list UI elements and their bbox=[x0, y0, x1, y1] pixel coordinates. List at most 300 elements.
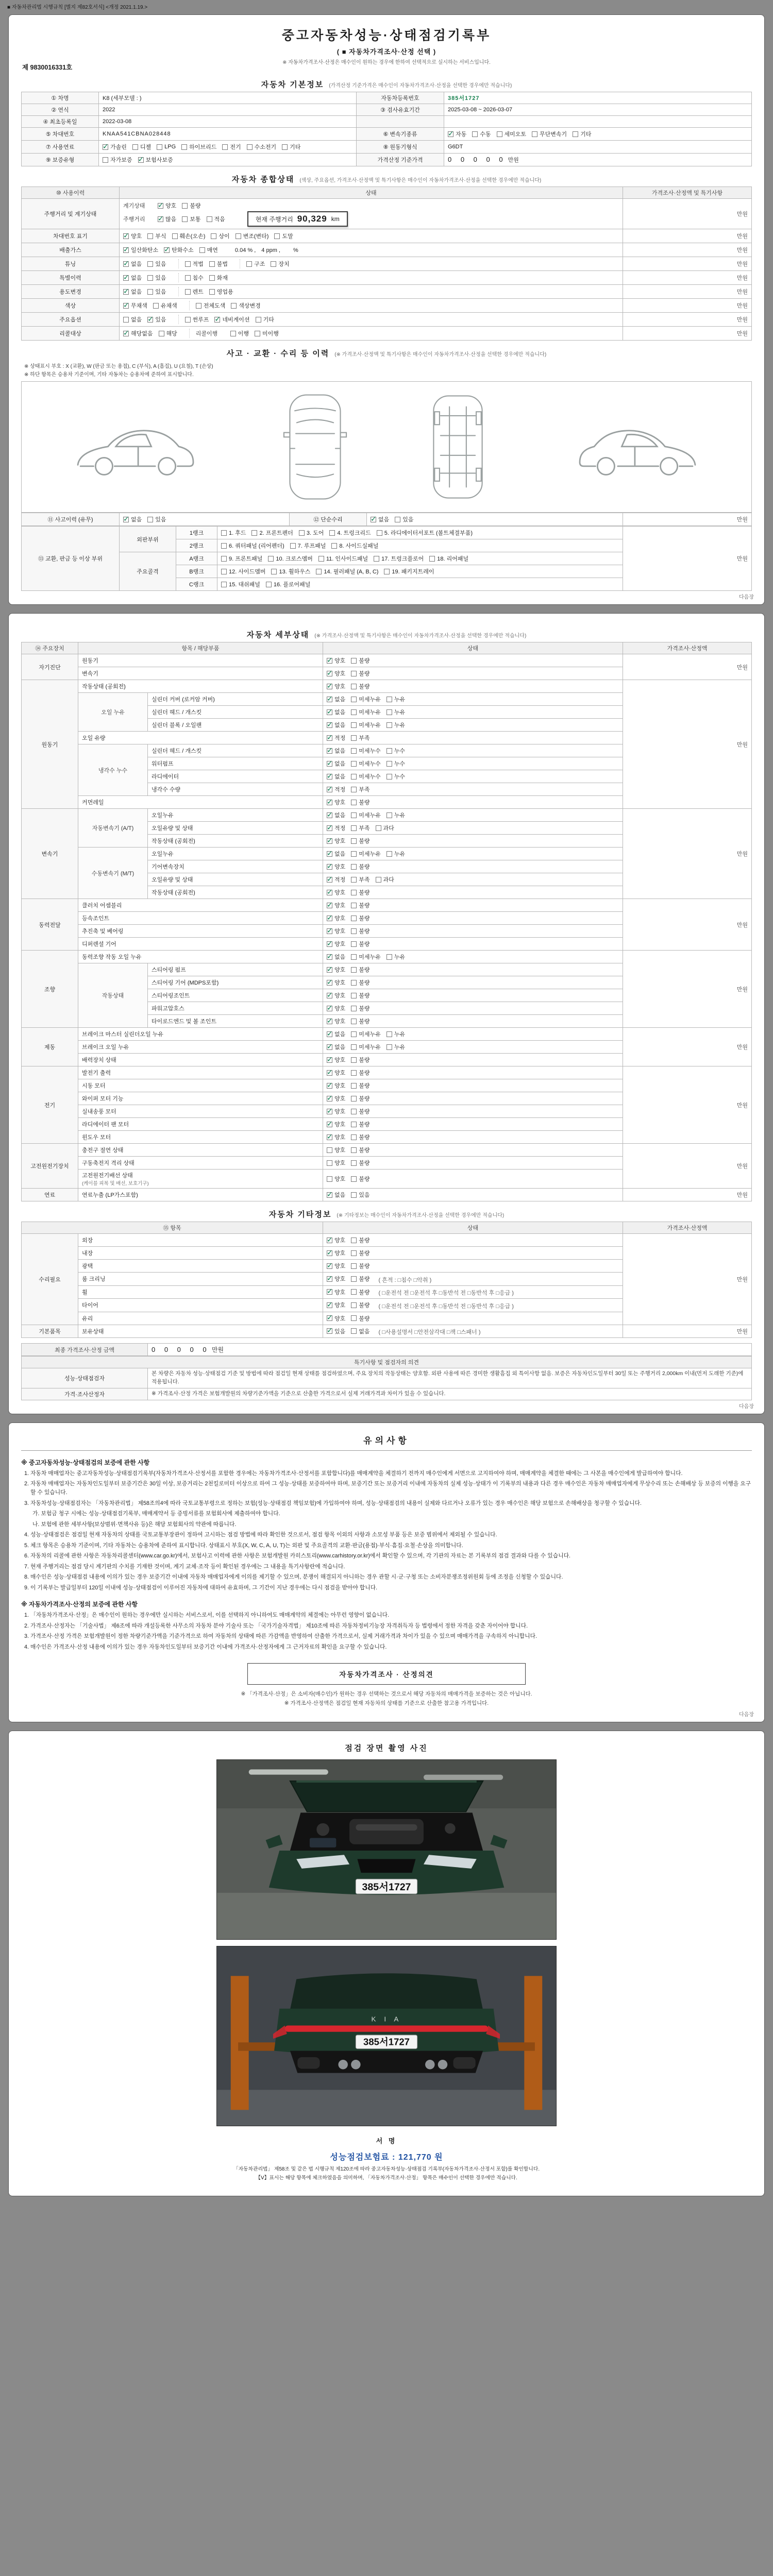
checkbox-option[interactable]: 있음 bbox=[147, 274, 166, 282]
checkbox-icon bbox=[199, 247, 205, 253]
checkbox-option[interactable]: 유채색 bbox=[153, 301, 177, 310]
checkbox-option[interactable]: 불량 bbox=[351, 888, 369, 896]
notice-item: 3. 가격조사·산정 가격은 보험개발원이 정한 차량기준가액을 기준가격으로 하여 자동차의 상태에 따른 가감액을 반영하여 산출한 가격으로서, 실제 거래가격과 차이가 있을 수 있으며 매매가격을 구속하지 아니합니다. bbox=[24, 1633, 537, 1640]
checkbox-option[interactable]: 이행 bbox=[230, 329, 249, 337]
checkbox-option[interactable]: 누유 bbox=[386, 695, 405, 703]
detail-row bbox=[22, 1189, 752, 1201]
checkbox-option[interactable]: 불량 bbox=[351, 1094, 369, 1103]
checkbox-option[interactable]: ✓ 있음 bbox=[147, 315, 166, 324]
checkbox-option[interactable]: 렌트 bbox=[185, 287, 204, 296]
checkbox-icon bbox=[351, 1070, 357, 1076]
checkbox-icon bbox=[327, 1096, 332, 1101]
report-page-3 bbox=[8, 1422, 765, 1722]
checkbox-option[interactable]: ✓ 양호 bbox=[327, 1262, 345, 1270]
checkbox-option[interactable]: ✓ 적정 bbox=[327, 824, 345, 832]
detail-note: (※ 가격조사·산정액 및 특기사항은 매수인이 자동차가격조사·산정을 선택한 경우에만 적습니다) bbox=[314, 633, 527, 639]
checkbox-option[interactable]: 1. 후드 bbox=[221, 529, 246, 537]
checkbox-option[interactable]: 세미오토 bbox=[497, 130, 527, 138]
checkbox-option[interactable]: 미세누유 bbox=[351, 721, 381, 729]
checkbox-option[interactable]: ✓ 자동 bbox=[448, 130, 466, 138]
car-diagram-underbody bbox=[426, 389, 490, 505]
checkbox-icon bbox=[185, 261, 191, 267]
checkbox-option[interactable]: 누수 bbox=[386, 772, 405, 781]
checkbox-option[interactable]: 누유 bbox=[386, 1043, 405, 1051]
checkbox-option[interactable]: ✓ 적정 bbox=[327, 875, 345, 884]
checkbox-option[interactable]: 16. 플로어패널 bbox=[266, 580, 310, 588]
checkbox-option[interactable]: ✓ 탄화수소 bbox=[164, 246, 194, 254]
item-state bbox=[323, 886, 623, 899]
checkbox-option[interactable]: 2. 프론트펜더 bbox=[251, 529, 293, 537]
state-code-legend bbox=[21, 361, 752, 380]
checkbox-option[interactable]: ✓ 없음 bbox=[327, 850, 345, 858]
checkbox-option[interactable]: 불량 bbox=[351, 1262, 369, 1270]
checkbox-option[interactable]: 누수 bbox=[386, 747, 405, 755]
item-subgroup-label: 작동상태 bbox=[78, 963, 148, 1028]
checkbox-option[interactable]: ✓ 없음 bbox=[371, 515, 389, 523]
basic-info-note: (가격산정 기준가격은 매수인이 자동차가격조사·산정을 선택한 경우에만 적습니다) bbox=[329, 83, 512, 89]
final-price-label: 최종 가격조사·산정 금액 bbox=[22, 1344, 148, 1356]
next-page-link[interactable]: 다음장 bbox=[739, 1711, 754, 1718]
checkbox-option[interactable]: 디젤 bbox=[132, 143, 151, 151]
checkbox-option[interactable]: 10. 크로스멤버 bbox=[268, 554, 312, 563]
checkbox-option[interactable]: 불량 bbox=[182, 201, 200, 210]
checkbox-option[interactable]: 불량 bbox=[351, 669, 369, 677]
etc-info-table bbox=[21, 1222, 752, 1338]
device-label: 전기 bbox=[22, 1066, 78, 1144]
checkbox-option[interactable]: 불량 bbox=[351, 965, 369, 974]
checkbox-option[interactable]: 누유 bbox=[386, 811, 405, 819]
checkbox-option[interactable]: ✓ 양호 bbox=[327, 862, 345, 871]
checkbox-option[interactable]: 부족 bbox=[351, 875, 369, 884]
checkbox-option[interactable]: ✓ 일산화탄소 bbox=[123, 246, 158, 254]
checkbox-icon bbox=[327, 1044, 332, 1050]
checkbox-icon bbox=[351, 774, 357, 779]
checkbox-icon bbox=[327, 658, 332, 664]
empty-label bbox=[357, 116, 444, 128]
checkbox-option[interactable]: ✓ 없음 bbox=[123, 287, 142, 296]
checkbox-option[interactable]: 부식 bbox=[147, 232, 166, 240]
item-name: 디퍼렌셜 기어 bbox=[78, 938, 323, 951]
checkbox-option[interactable]: ✓ 양호 bbox=[327, 1017, 345, 1025]
checkbox-option[interactable]: ✓ 없음 bbox=[327, 759, 345, 768]
checkbox-option[interactable]: 기타 bbox=[256, 315, 274, 324]
checkbox-option[interactable]: 썬루프 bbox=[185, 315, 209, 324]
etc-section-header bbox=[21, 1209, 752, 1219]
usage-item-label: 특별이력 bbox=[22, 271, 120, 285]
next-page-link[interactable]: 다음장 bbox=[739, 1403, 754, 1410]
checkbox-option[interactable]: 없음 bbox=[351, 1327, 369, 1335]
overall-row bbox=[22, 271, 752, 285]
checkbox-option[interactable]: 있음 bbox=[395, 515, 413, 523]
checkbox-icon bbox=[256, 317, 261, 323]
checkbox-icon bbox=[123, 517, 129, 522]
checkbox-option[interactable]: ✓ 양호 bbox=[327, 991, 345, 999]
notices-body bbox=[21, 1458, 752, 1652]
license-plate-rear: 385서1727 bbox=[363, 2036, 410, 2047]
checkbox-option[interactable]: 4. 트렁크리드 bbox=[329, 529, 371, 537]
opinion-author-label: 성능·상태점검자 bbox=[22, 1368, 148, 1388]
checkbox-option[interactable]: 불량 bbox=[351, 1314, 369, 1323]
checkbox-option[interactable]: ✓ 없음 bbox=[123, 260, 142, 268]
checkbox-option[interactable]: 불량 bbox=[351, 1017, 369, 1025]
checkbox-icon bbox=[386, 748, 392, 754]
checkbox-option[interactable]: ✓ 양호 bbox=[327, 888, 345, 896]
checkbox-icon bbox=[395, 517, 400, 522]
checkbox-option[interactable]: ✓ 양호 bbox=[327, 1107, 345, 1115]
checkbox-option[interactable]: 양호 bbox=[327, 1159, 345, 1167]
checkbox-option[interactable]: ✓ 양호 bbox=[327, 682, 345, 690]
checkbox-option[interactable]: ✓ 없음 bbox=[327, 721, 345, 729]
checkbox-option[interactable]: 과다 bbox=[376, 875, 394, 884]
checkbox-option[interactable]: ✓ 해당없음 bbox=[123, 329, 153, 337]
checkbox-option[interactable]: ✓ 없음 bbox=[327, 811, 345, 819]
year-label: ② 연식 bbox=[22, 104, 99, 116]
item-state bbox=[323, 963, 623, 976]
checkbox-icon bbox=[351, 1122, 357, 1127]
checkbox-option[interactable]: 불량 bbox=[351, 1275, 369, 1283]
checkbox-option[interactable]: 누유 bbox=[386, 721, 405, 729]
item-state bbox=[323, 822, 623, 835]
checkbox-option[interactable]: 과다 bbox=[376, 824, 394, 832]
checkbox-option[interactable]: 13. 휠하우스 bbox=[271, 567, 310, 575]
checkbox-option[interactable]: 수동 bbox=[472, 130, 491, 138]
checkbox-option[interactable]: 불량 bbox=[351, 901, 369, 909]
checkbox-option[interactable]: 있음 bbox=[147, 515, 166, 523]
checkbox-icon bbox=[196, 303, 201, 309]
checkbox-icon bbox=[327, 916, 332, 921]
checkbox-option[interactable]: 미세누수 bbox=[351, 759, 381, 768]
checkbox-option[interactable]: 불량 bbox=[351, 1159, 369, 1167]
notice-item: 1. 자동차 매매업자는 중고자동차성능·상태점검기록부(자동차가격조사·산정서를 포함한 경우에는 자동차가격조사·산정서를 포함합니다)를 매매계약을 체결하기 전까지 매수인에게 서면으로 고지하여야 하며, 매매계약을 체결한 때에는 그 사본을 매수인에게 발급하여야 합니다. bbox=[24, 1470, 683, 1477]
checkbox-option[interactable]: 불량 bbox=[351, 1133, 369, 1141]
checkbox-icon bbox=[271, 569, 277, 574]
etc-item-state bbox=[323, 1299, 623, 1312]
item-state bbox=[323, 1157, 623, 1170]
checkbox-option[interactable]: ✓ 양호 bbox=[327, 914, 345, 922]
checkbox-icon bbox=[448, 131, 453, 137]
checkbox-option[interactable]: 도말 bbox=[274, 232, 293, 240]
checkbox-option[interactable]: ✓ 양호 bbox=[327, 927, 345, 935]
checkbox-option[interactable]: ✓ 양호 bbox=[327, 1094, 345, 1103]
checkbox-option[interactable]: ✓ 없음 bbox=[327, 1030, 345, 1038]
checkbox-option[interactable]: ✓ 양호 bbox=[327, 837, 345, 845]
item-name: 등속조인트 bbox=[78, 912, 323, 925]
checkbox-option[interactable]: 불량 bbox=[351, 978, 369, 987]
checkbox-option[interactable]: 불량 bbox=[351, 1249, 369, 1257]
checkbox-option[interactable]: 불량 bbox=[351, 1146, 369, 1154]
checkbox-option[interactable]: 불량 bbox=[351, 1175, 369, 1183]
checkbox-option[interactable]: 불량 bbox=[351, 1120, 369, 1128]
detail-row bbox=[22, 809, 752, 822]
checkbox-option[interactable]: 불량 bbox=[351, 1081, 369, 1090]
checkbox-option[interactable]: ✓ 양호 bbox=[327, 978, 345, 987]
checkbox-option[interactable]: ✓ 없음 bbox=[327, 747, 345, 755]
checkbox-icon bbox=[351, 1315, 357, 1321]
etc-row bbox=[22, 1325, 752, 1338]
checkbox-option[interactable]: ✓ 양호 bbox=[123, 232, 142, 240]
checkbox-option[interactable]: ✓ 적정 bbox=[327, 734, 345, 742]
checkbox-option[interactable]: 불법 bbox=[209, 260, 228, 268]
checkbox-option[interactable]: ✓ 양호 bbox=[327, 1056, 345, 1064]
checkbox-option[interactable]: 침수 bbox=[185, 274, 204, 282]
car-diagram-side-right bbox=[568, 411, 707, 483]
reg-no-label: 자동차등록번호 bbox=[357, 92, 444, 104]
checkbox-icon bbox=[327, 928, 332, 934]
checkbox-icon bbox=[209, 289, 215, 295]
item-state bbox=[323, 925, 623, 938]
checkbox-icon bbox=[153, 303, 159, 309]
item-state bbox=[323, 1189, 623, 1201]
checkbox-option[interactable]: 불량 bbox=[351, 1107, 369, 1115]
checkbox-option[interactable]: 불량 bbox=[351, 940, 369, 948]
checkbox-option[interactable]: ✓ 가솔린 bbox=[103, 143, 127, 151]
checkbox-icon bbox=[351, 722, 357, 728]
accident-note: (※ 가격조사·산정액 및 특기사항은 매수인이 자동차가격조사·산정을 선택한 경우에만 적습니다) bbox=[334, 352, 547, 358]
item-state bbox=[323, 667, 623, 680]
checkbox-option[interactable]: 미세누유 bbox=[351, 695, 381, 703]
item-name: 실내송풍 모터 bbox=[78, 1105, 323, 1118]
checkbox-option[interactable]: ✓ 양호 bbox=[158, 201, 176, 210]
checkbox-option[interactable]: 5. 라디에이터서포트 (볼트체결부품) bbox=[377, 529, 473, 537]
checkbox-option[interactable]: 누유 bbox=[386, 708, 405, 716]
checkbox-option[interactable]: 양호 bbox=[327, 1175, 345, 1183]
checkbox-option[interactable]: 18. 리어패널 bbox=[429, 554, 468, 563]
checkbox-option[interactable]: ✓ 양호 bbox=[327, 1288, 345, 1296]
checkbox-option[interactable]: ✓ 양호 bbox=[327, 965, 345, 974]
checkbox-option[interactable]: 있음 bbox=[147, 260, 166, 268]
checkbox-option[interactable]: ✓ 양호 bbox=[327, 656, 345, 665]
etc-item-state bbox=[323, 1247, 623, 1260]
etc-item-name: 외장 bbox=[78, 1234, 323, 1247]
checkbox-option[interactable]: ✓ 많음 bbox=[158, 215, 176, 223]
final-price-table bbox=[21, 1343, 752, 1356]
checkbox-option[interactable]: ✓ 양호 bbox=[327, 1004, 345, 1012]
checkbox-option[interactable]: 불량 bbox=[351, 798, 369, 806]
item-state bbox=[323, 693, 623, 706]
checkbox-option[interactable]: ✓ 적정 bbox=[327, 785, 345, 793]
checkbox-option[interactable]: LPG bbox=[157, 144, 176, 150]
checkbox-option[interactable]: ✓ 양호 bbox=[327, 1275, 345, 1283]
overall-state-title: 자동차 종합상태 bbox=[231, 175, 295, 184]
checkbox-option[interactable]: ✓ 없음 bbox=[327, 1043, 345, 1051]
checkbox-option[interactable]: 불량 bbox=[351, 1004, 369, 1012]
item-state bbox=[323, 835, 623, 848]
checkbox-option[interactable]: 없음 bbox=[123, 315, 142, 324]
exchange-panel-table bbox=[21, 526, 752, 591]
checkbox-icon bbox=[351, 709, 357, 715]
checkbox-option[interactable]: ✓ 양호 bbox=[327, 1314, 345, 1323]
checkbox-option[interactable]: ✓ 있음 bbox=[327, 1327, 345, 1335]
usage-item-state bbox=[120, 257, 623, 271]
checkbox-icon bbox=[351, 1289, 357, 1295]
checkbox-option[interactable]: 누유 bbox=[386, 1030, 405, 1038]
checkbox-option[interactable]: ✓ 양호 bbox=[327, 1081, 345, 1090]
checkbox-icon bbox=[123, 233, 129, 239]
price-assessment-opinion-notes bbox=[21, 1690, 752, 1708]
checkbox-option[interactable]: ✓ 없음 bbox=[327, 1191, 345, 1199]
checkbox-icon bbox=[246, 261, 252, 267]
checkbox-option[interactable]: ✓ 없음 bbox=[327, 953, 345, 961]
checkbox-option[interactable]: 미세누유 bbox=[351, 953, 381, 961]
item-subgroup-label: 오일 누유 bbox=[78, 693, 148, 732]
checkbox-icon bbox=[157, 144, 162, 150]
price-cell: 만원 bbox=[623, 1028, 752, 1066]
checkbox-option[interactable]: 불량 bbox=[351, 1069, 369, 1077]
checkbox-option[interactable]: ✓ 네비게이션 bbox=[214, 315, 249, 324]
checkbox-option[interactable]: 기타 bbox=[282, 143, 300, 151]
checkbox-option[interactable]: 미세누수 bbox=[351, 747, 381, 755]
checkbox-option[interactable]: 미세누유 bbox=[351, 1043, 381, 1051]
checkbox-option[interactable]: 적법 bbox=[185, 260, 204, 268]
checkbox-option[interactable]: 무단변속기 bbox=[532, 130, 567, 138]
checkbox-option[interactable]: 14. 필러패널 (A, B, C) bbox=[316, 567, 378, 575]
checkbox-option[interactable]: ✓ 양호 bbox=[327, 669, 345, 677]
checkbox-option[interactable]: 매연 bbox=[199, 246, 218, 254]
checkbox-option[interactable]: 미세누수 bbox=[351, 772, 381, 781]
checkbox-option[interactable]: ✓ 양호 bbox=[327, 901, 345, 909]
checkbox-icon bbox=[221, 530, 227, 536]
etc-title: 자동차 기타정보 bbox=[268, 1210, 332, 1219]
checkbox-option[interactable]: 구조 bbox=[246, 260, 265, 268]
checkbox-option[interactable]: 부족 bbox=[351, 824, 369, 832]
checkbox-option[interactable]: 불량 bbox=[351, 682, 369, 690]
empty-value bbox=[444, 116, 752, 128]
checkbox-icon bbox=[351, 1276, 357, 1282]
checkbox-icon bbox=[386, 1044, 392, 1050]
checkbox-icon bbox=[255, 331, 260, 336]
checkbox-option[interactable]: 11. 인사이드패널 bbox=[318, 554, 368, 563]
checkbox-option[interactable]: 8. 사이드실패널 bbox=[331, 541, 378, 550]
checkbox-option[interactable]: 미세누유 bbox=[351, 850, 381, 858]
item-name: 실린더 헤드 / 개스킷 bbox=[148, 744, 323, 757]
checkbox-icon bbox=[327, 1083, 332, 1089]
checkbox-option[interactable]: 불량 bbox=[351, 927, 369, 935]
checkbox-option[interactable]: 미세누유 bbox=[351, 708, 381, 716]
checkbox-option[interactable]: 있음 bbox=[147, 287, 166, 296]
checkbox-option[interactable]: 해당 bbox=[159, 329, 177, 337]
checkbox-option[interactable]: 영업용 bbox=[209, 287, 233, 296]
checkbox-icon bbox=[351, 800, 357, 805]
price-cell: 만원 bbox=[623, 527, 752, 591]
checkbox-option[interactable]: 부족 bbox=[351, 734, 369, 742]
checkbox-option[interactable]: 7. 루프패널 bbox=[290, 541, 326, 550]
checkbox-option[interactable]: ✓ 없음 bbox=[327, 695, 345, 703]
checkbox-option[interactable]: 불량 bbox=[351, 1288, 369, 1296]
checkbox-option[interactable]: 12. 사이드멤버 bbox=[221, 567, 265, 575]
checkbox-option[interactable]: 미세누유 bbox=[351, 1030, 381, 1038]
state-segment bbox=[240, 259, 301, 268]
price-cell: 만원 bbox=[623, 513, 752, 526]
etc-item-name: 룸 크리닝 bbox=[78, 1273, 323, 1286]
notice-item: 2. 자동차 매매업자는 자동차인도일부터 보증기간은 30일 이상, 보증거리는 2천킬로미터 이상으로 하여 그 성능·상태를 보증하여야 하며, 보증기간 또는 보증거리 이내에 자동차의 실제 성능·상태가 이 기록부의 내용과 다른 경우 매수인은 자동차 매매업자에게 무상수리 또는 손해배상 등 보증의 이행을 요구할 수 있습니다. bbox=[24, 1480, 751, 1496]
checkbox-option[interactable]: ✓ 없음 bbox=[123, 515, 142, 523]
checkbox-option[interactable]: 3. 도어 bbox=[299, 529, 324, 537]
checkbox-option[interactable]: 누수 bbox=[386, 759, 405, 768]
checkbox-option[interactable]: 15. 대쉬패널 bbox=[221, 580, 260, 588]
checkbox-option[interactable]: 불량 bbox=[351, 1056, 369, 1064]
checkbox-option[interactable]: 불량 bbox=[351, 837, 369, 845]
checkbox-option[interactable]: ✓ 양호 bbox=[327, 1236, 345, 1244]
checkbox-option[interactable]: 하이브리드 bbox=[181, 143, 216, 151]
checkbox-option[interactable]: 19. 패키지트레이 bbox=[384, 567, 434, 575]
opinion-author-label: 가격·조사산정자 bbox=[22, 1388, 148, 1400]
checkbox-option[interactable]: 전기 bbox=[222, 143, 241, 151]
checkbox-option[interactable]: 6. 쿼터패널 (리어펜더) bbox=[221, 541, 284, 550]
checkbox-option[interactable]: 9. 프론트패널 bbox=[221, 554, 262, 563]
checkbox-icon bbox=[386, 954, 392, 960]
checkbox-option[interactable]: 불량 bbox=[351, 1236, 369, 1244]
checkbox-option[interactable]: ✓ 없음 bbox=[327, 772, 345, 781]
segment-label: 리콜이행 bbox=[195, 331, 218, 337]
checkbox-option[interactable]: 미세누유 bbox=[351, 811, 381, 819]
checkbox-option[interactable]: 양호 bbox=[327, 1146, 345, 1154]
checkbox-option[interactable]: 전체도색 bbox=[196, 301, 226, 310]
checkbox-option[interactable]: ✓ 양호 bbox=[327, 1133, 345, 1141]
price-cell: 만원 bbox=[623, 899, 752, 951]
checkbox-option[interactable]: ✓ 없음 bbox=[327, 708, 345, 716]
next-page-link[interactable]: 다음장 bbox=[739, 595, 754, 600]
checkbox-icon bbox=[351, 1083, 357, 1089]
checkbox-option[interactable]: 적음 bbox=[207, 215, 225, 223]
checkbox-option[interactable]: 누유 bbox=[386, 953, 405, 961]
vin-value: KNAA541CBNA028448 bbox=[99, 128, 357, 141]
checkbox-option[interactable]: ✓ 양호 bbox=[327, 1069, 345, 1077]
checkbox-option[interactable]: 보통 bbox=[182, 215, 200, 223]
checkbox-option[interactable]: 훼손(오손) bbox=[172, 232, 206, 240]
checkbox-option[interactable]: 기타 bbox=[573, 130, 591, 138]
checkbox-option[interactable]: 수소전기 bbox=[247, 143, 277, 151]
checkbox-option[interactable]: ✓ 무채색 bbox=[123, 301, 147, 310]
checkbox-icon bbox=[351, 916, 357, 921]
usage-item-label: 리콜대상 bbox=[22, 327, 120, 341]
checkbox-option[interactable]: 부족 bbox=[351, 785, 369, 793]
checkbox-option[interactable]: 17. 트렁크플로어 bbox=[374, 554, 424, 563]
checkbox-option[interactable]: 불량 bbox=[351, 862, 369, 871]
checkbox-option[interactable]: 화재 bbox=[209, 274, 228, 282]
item-name: 충전구 절연 상태 bbox=[78, 1144, 323, 1157]
checkbox-option[interactable]: ✓ 양호 bbox=[327, 798, 345, 806]
overall-row bbox=[22, 299, 752, 313]
inspector-opinion-table bbox=[21, 1356, 752, 1400]
checkbox-icon bbox=[351, 838, 357, 844]
checkbox-option[interactable]: 변조(변타) bbox=[236, 232, 269, 240]
checkbox-option[interactable]: ✓ 없음 bbox=[123, 274, 142, 282]
usage-item-state bbox=[120, 285, 623, 299]
checkbox-icon bbox=[351, 967, 357, 973]
checkbox-option[interactable]: 색상변경 bbox=[231, 301, 261, 310]
checkbox-option[interactable]: ✓ 양호 bbox=[327, 1249, 345, 1257]
checkbox-option[interactable]: 불량 bbox=[351, 656, 369, 665]
checkbox-option[interactable]: ✓ 양호 bbox=[327, 1301, 345, 1309]
checkbox-option[interactable]: 불량 bbox=[351, 991, 369, 999]
checkbox-option[interactable]: 불량 bbox=[351, 914, 369, 922]
checkbox-option[interactable]: 자가보증 bbox=[103, 156, 132, 164]
checkbox-option[interactable]: 있음 bbox=[351, 1191, 369, 1199]
checkbox-option[interactable]: ✓ 양호 bbox=[327, 940, 345, 948]
checkbox-option[interactable]: 누유 bbox=[386, 850, 405, 858]
price-cell: 만원 bbox=[623, 299, 752, 313]
item-name: 구동축전지 격리 상태 bbox=[78, 1157, 323, 1170]
checkbox-option[interactable]: 상이 bbox=[211, 232, 229, 240]
checkbox-option[interactable]: 미이행 bbox=[255, 329, 279, 337]
item-state bbox=[323, 1118, 623, 1131]
checkbox-option[interactable]: ✓ 보험사보증 bbox=[138, 156, 173, 164]
checkbox-option[interactable]: ✓ 양호 bbox=[327, 1120, 345, 1128]
checkbox-icon bbox=[214, 317, 220, 323]
notices-title: 유의사항 bbox=[21, 1433, 752, 1451]
checkbox-option[interactable]: 불량 bbox=[351, 1301, 369, 1309]
checkbox-option[interactable]: 장치 bbox=[271, 260, 289, 268]
